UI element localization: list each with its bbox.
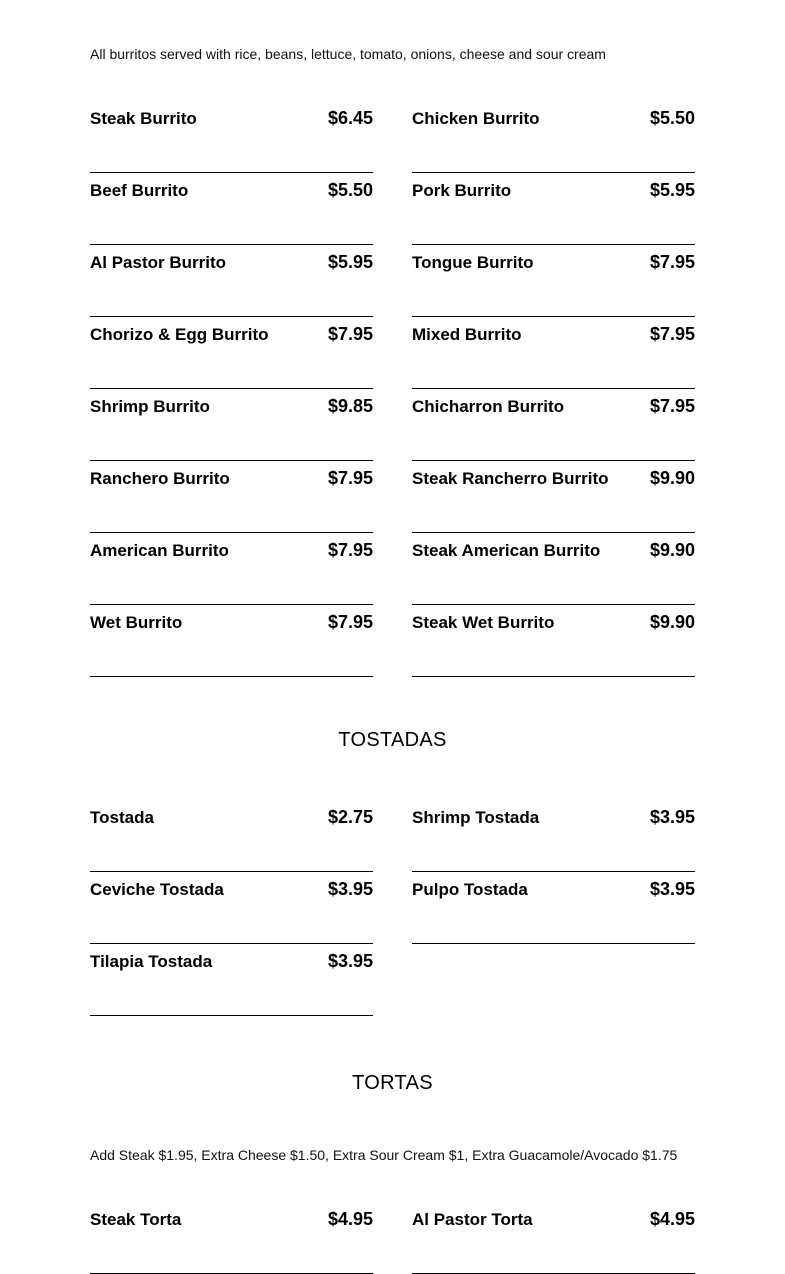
menu-item-name: Mixed Burrito bbox=[412, 325, 522, 344]
menu-item[interactable] bbox=[90, 461, 373, 533]
menu-item-name: Beef Burrito bbox=[90, 181, 189, 200]
menu-item-price: $2.75 bbox=[327, 807, 373, 827]
menu-item[interactable] bbox=[412, 533, 695, 605]
menu-item-price: $7.95 bbox=[327, 324, 373, 344]
menu-item-name: Chicharron Burrito bbox=[412, 397, 565, 416]
menu-item-name: Chicken Burrito bbox=[412, 109, 540, 128]
menu-item-price: $4.95 bbox=[649, 1209, 695, 1229]
burritos-menu-grid bbox=[90, 101, 695, 677]
menu-item-name: Steak American Burrito bbox=[412, 541, 601, 560]
menu-item-price: $9.90 bbox=[649, 612, 695, 632]
menu-item-name: Steak Torta bbox=[90, 1210, 182, 1229]
menu-item[interactable] bbox=[412, 245, 695, 317]
menu-item[interactable] bbox=[412, 461, 695, 533]
menu-item[interactable] bbox=[90, 101, 373, 173]
menu-item-name: Pulpo Tostada bbox=[412, 880, 528, 899]
menu-item[interactable] bbox=[90, 245, 373, 317]
menu-item-name: Shrimp Burrito bbox=[90, 397, 210, 416]
menu-item-price: $9.90 bbox=[649, 468, 695, 488]
menu-item-name: Shrimp Tostada bbox=[412, 808, 540, 827]
menu-item-name: Chorizo & Egg Burrito bbox=[90, 325, 269, 344]
menu-item-name: Al Pastor Torta bbox=[412, 1210, 533, 1229]
menu-item[interactable] bbox=[90, 1202, 373, 1274]
menu-item-price: $7.95 bbox=[649, 324, 695, 344]
menu-item[interactable] bbox=[412, 173, 695, 245]
menu-item-name: Steak Wet Burrito bbox=[412, 613, 555, 632]
menu-item-price: $3.95 bbox=[327, 951, 373, 971]
menu-item-name: Wet Burrito bbox=[90, 613, 183, 632]
menu-item-price: $3.95 bbox=[649, 879, 695, 899]
menu-item-name: Tongue Burrito bbox=[412, 253, 534, 272]
menu-item-name: Tostada bbox=[90, 808, 154, 827]
menu-item[interactable] bbox=[412, 101, 695, 173]
menu-item-price: $9.90 bbox=[649, 540, 695, 560]
menu-item[interactable] bbox=[90, 605, 373, 677]
menu-item-price: $4.95 bbox=[327, 1209, 373, 1229]
tortas-note: Add Steak $1.95, Extra Cheese $1.50, Extra Sour Cream $1, Extra Guacamole/Avocado $1.75 bbox=[90, 1147, 678, 1163]
menu-item[interactable] bbox=[412, 872, 695, 944]
tortas-menu-grid bbox=[90, 1202, 695, 1274]
menu-item-price: $3.95 bbox=[327, 879, 373, 899]
menu-item-price: $7.95 bbox=[327, 540, 373, 560]
menu-item[interactable] bbox=[90, 317, 373, 389]
section-title-tortas: TORTAS bbox=[352, 1072, 433, 1094]
menu-item-name: Tilapia Tostada bbox=[90, 952, 213, 971]
menu-item[interactable] bbox=[412, 800, 695, 872]
menu-item[interactable] bbox=[412, 1202, 695, 1274]
menu-item-name: Steak Burrito bbox=[90, 109, 197, 128]
menu-item-price: $7.95 bbox=[327, 612, 373, 632]
menu-item-name: Ceviche Tostada bbox=[90, 880, 224, 899]
menu-item-price: $3.95 bbox=[649, 807, 695, 827]
menu-item-price: $6.45 bbox=[327, 108, 373, 128]
menu-item[interactable] bbox=[90, 872, 373, 944]
menu-item[interactable] bbox=[90, 389, 373, 461]
menu-item[interactable] bbox=[412, 317, 695, 389]
menu-item-price: $5.95 bbox=[649, 180, 695, 200]
tostadas-menu-grid bbox=[90, 800, 695, 1016]
menu-item-name: Al Pastor Burrito bbox=[90, 253, 227, 272]
menu-item-price: $5.95 bbox=[327, 252, 373, 272]
menu-item[interactable] bbox=[90, 800, 373, 872]
menu-item[interactable] bbox=[412, 605, 695, 677]
menu-item-price: $5.50 bbox=[649, 108, 695, 128]
menu-item-name: Pork Burrito bbox=[412, 181, 512, 200]
menu-item-price: $5.50 bbox=[327, 180, 373, 200]
menu-item-price: $9.85 bbox=[327, 396, 373, 416]
menu-item[interactable] bbox=[90, 944, 373, 1016]
section-title-tostadas: TOSTADAS bbox=[338, 729, 447, 751]
menu-item-name: Ranchero Burrito bbox=[90, 469, 230, 488]
menu-item-name: Steak Rancherro Burrito bbox=[412, 469, 609, 488]
menu-item-price: $7.95 bbox=[649, 252, 695, 272]
menu-item[interactable] bbox=[412, 389, 695, 461]
menu-item-price: $7.95 bbox=[327, 468, 373, 488]
menu-item[interactable] bbox=[90, 173, 373, 245]
menu-item-price: $7.95 bbox=[649, 396, 695, 416]
menu-item-name: American Burrito bbox=[90, 541, 229, 560]
menu-item[interactable] bbox=[90, 533, 373, 605]
burritos-note: All burritos served with rice, beans, lettuce, tomato, onions, cheese and sour cream bbox=[90, 46, 606, 62]
